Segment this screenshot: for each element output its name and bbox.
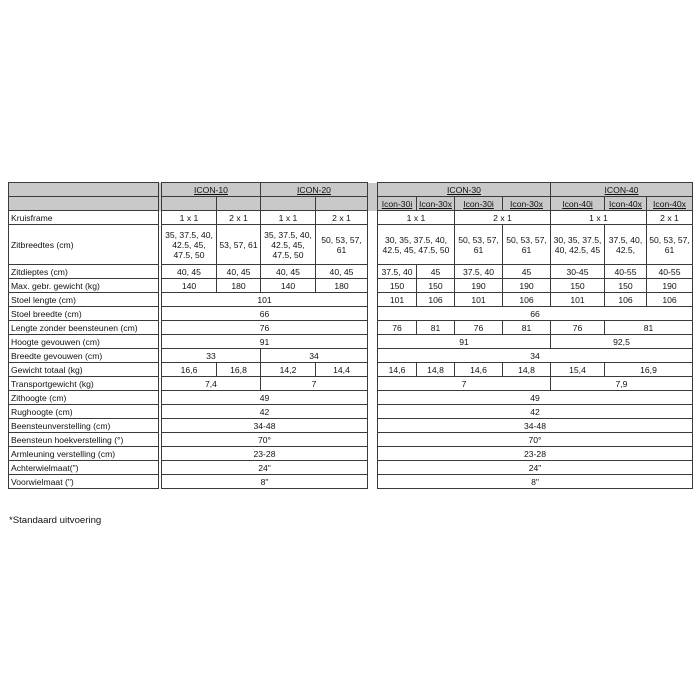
column-separator (368, 225, 378, 265)
model-label: Icon-30i (463, 198, 494, 209)
row-label: Beensteun hoekverstelling (°) (9, 433, 159, 447)
value-cell: 70° (378, 433, 693, 447)
value-cell: 76 (378, 321, 417, 335)
value-cell: 7 (378, 377, 551, 391)
row-stoel-breedte (9, 307, 693, 321)
value-cell: 8" (378, 475, 693, 489)
row-label: Stoel breedte (cm) (9, 307, 159, 321)
row-label: Max. gebr. gewicht (kg) (9, 279, 159, 293)
value-cell: 140 (261, 279, 316, 293)
column-separator (368, 433, 378, 447)
value-cell: 150 (378, 279, 417, 293)
row-rughoogte (9, 405, 693, 419)
value-cell: 49 (378, 391, 693, 405)
value-cell: 16,8 (217, 363, 261, 377)
spec-table (8, 182, 693, 489)
value-cell: 140 (162, 279, 217, 293)
column-separator (368, 377, 378, 391)
header-corner (9, 183, 159, 197)
model-cell (217, 197, 261, 211)
value-cell: 106 (503, 293, 551, 307)
value-cell: 23-28 (378, 447, 693, 461)
row-voorwielmaat (9, 475, 693, 489)
value-cell: 35, 37.5, 40, 42.5, 45, 47.5, 50 (261, 225, 316, 265)
column-separator (368, 183, 378, 197)
row-label: Zitbreedtes (cm) (9, 225, 159, 265)
row-label: Armleuning verstelling (cm) (9, 447, 159, 461)
model-cell (455, 197, 503, 211)
value-cell: 190 (503, 279, 551, 293)
row-beensteun-hoekverstelling (9, 433, 693, 447)
column-separator (368, 211, 378, 225)
value-cell: 81 (503, 321, 551, 335)
value-cell: 16,9 (605, 363, 693, 377)
value-cell: 14,6 (378, 363, 417, 377)
column-separator (368, 405, 378, 419)
row-beensteunverstelling (9, 419, 693, 433)
value-cell: 50, 53, 57, 61 (455, 225, 503, 265)
value-cell: 180 (316, 279, 368, 293)
column-separator (368, 335, 378, 349)
value-cell: 70° (162, 433, 368, 447)
value-cell: 180 (217, 279, 261, 293)
value-cell: 91 (162, 335, 368, 349)
column-separator (368, 391, 378, 405)
value-cell: 66 (162, 307, 368, 321)
value-cell: 190 (647, 279, 693, 293)
row-zitdieptes (9, 265, 693, 279)
column-separator (368, 447, 378, 461)
value-cell: 33 (162, 349, 261, 363)
column-separator (368, 419, 378, 433)
value-cell: 106 (417, 293, 455, 307)
group-header-icon40 (551, 183, 693, 197)
value-cell: 1 x 1 (261, 211, 316, 225)
value-cell: 7,4 (162, 377, 261, 391)
group-header-icon30 (378, 183, 551, 197)
model-cell (503, 197, 551, 211)
value-cell: 76 (162, 321, 368, 335)
value-cell: 66 (378, 307, 693, 321)
value-cell: 40, 45 (217, 265, 261, 279)
value-cell: 40, 45 (162, 265, 217, 279)
value-cell: 1 x 1 (378, 211, 455, 225)
spec-table-container (8, 182, 693, 489)
row-label: Achterwielmaat(") (9, 461, 159, 475)
value-cell: 2 x 1 (647, 211, 693, 225)
value-cell: 42 (162, 405, 368, 419)
model-cell (162, 197, 217, 211)
value-cell: 81 (605, 321, 693, 335)
value-cell: 106 (647, 293, 693, 307)
value-cell: 34-48 (378, 419, 693, 433)
column-separator (368, 461, 378, 475)
value-cell: 37.5, 40, 42.5, (605, 225, 647, 265)
group-header-icon20 (261, 183, 368, 197)
value-cell: 49 (162, 391, 368, 405)
value-cell: 24" (378, 461, 693, 475)
column-separator (368, 363, 378, 377)
value-cell: 81 (417, 321, 455, 335)
value-cell: 106 (605, 293, 647, 307)
value-cell: 92,5 (551, 335, 693, 349)
column-separator (368, 197, 378, 211)
value-cell: 50, 53, 57, 61 (316, 225, 368, 265)
header-row-models (9, 197, 693, 211)
value-cell: 53, 57, 61 (217, 225, 261, 265)
row-label: Hoogte gevouwen (cm) (9, 335, 159, 349)
model-label: Icon-30i (381, 198, 413, 209)
value-cell: 34 (378, 349, 693, 363)
row-breedte-gevouwen (9, 349, 693, 363)
row-label: Voorwielmaat (") (9, 475, 159, 489)
model-cell (551, 197, 605, 211)
column-separator (368, 321, 378, 335)
row-label: Zitdieptes (cm) (9, 265, 159, 279)
value-cell: 190 (455, 279, 503, 293)
row-lengte-zonder-beensteunen (9, 321, 693, 335)
row-label: Stoel lengte (cm) (9, 293, 159, 307)
value-cell: 40-55 (647, 265, 693, 279)
value-cell: 2 x 1 (455, 211, 551, 225)
value-cell: 37.5, 40 (378, 265, 417, 279)
value-cell: 14,4 (316, 363, 368, 377)
value-cell: 45 (503, 265, 551, 279)
value-cell: 45 (417, 265, 455, 279)
value-cell: 101 (455, 293, 503, 307)
value-cell: 23-28 (162, 447, 368, 461)
row-label: Lengte zonder beensteunen (cm) (9, 321, 159, 335)
value-cell: 30, 35, 37.5, 40, 42.5, 45, 47.5, 50 (378, 225, 455, 265)
value-cell: 24" (162, 461, 368, 475)
model-label: Icon-40x (653, 198, 686, 209)
value-cell: 30-45 (551, 265, 605, 279)
row-label: Beensteunverstelling (cm) (9, 419, 159, 433)
model-label: Icon-40i (562, 198, 593, 209)
model-cell (647, 197, 693, 211)
value-cell: 14,8 (503, 363, 551, 377)
group-label: ICON-10 (194, 184, 228, 195)
value-cell: 91 (378, 335, 551, 349)
header-row-groups (9, 183, 693, 197)
value-cell: 76 (551, 321, 605, 335)
column-separator (368, 265, 378, 279)
row-kruisframe (9, 211, 693, 225)
row-label: Rughoogte (cm) (9, 405, 159, 419)
value-cell: 101 (162, 293, 368, 307)
value-cell: 1 x 1 (162, 211, 217, 225)
footnote: *Standaard uitvoering (9, 515, 102, 526)
column-separator (368, 475, 378, 489)
value-cell: 34-48 (162, 419, 368, 433)
model-cell (316, 197, 368, 211)
model-cell (605, 197, 647, 211)
row-armleuning-verstelling (9, 447, 693, 461)
row-achterwielmaat (9, 461, 693, 475)
value-cell: 14,2 (261, 363, 316, 377)
value-cell: 2 x 1 (217, 211, 261, 225)
group-label: ICON-40 (604, 184, 639, 195)
row-label: Transportgewicht (kg) (9, 377, 159, 391)
value-cell: 7 (261, 377, 368, 391)
value-cell: 30, 35, 37.5, 40, 42.5, 45 (551, 225, 605, 265)
group-label: ICON-30 (447, 184, 481, 195)
value-cell: 42 (378, 405, 693, 419)
value-cell: 101 (378, 293, 417, 307)
value-cell: 76 (455, 321, 503, 335)
model-cell (417, 197, 455, 211)
model-label: Icon-30x (419, 198, 452, 209)
model-cell (378, 197, 417, 211)
value-cell: 14,8 (417, 363, 455, 377)
value-cell: 50, 53, 57, 61 (503, 225, 551, 265)
column-separator (368, 279, 378, 293)
row-label: Zithoogte (cm) (9, 391, 159, 405)
value-cell: 101 (551, 293, 605, 307)
value-cell: 40-55 (605, 265, 647, 279)
row-label: Breedte gevouwen (cm) (9, 349, 159, 363)
group-label: ICON-20 (297, 184, 331, 195)
header-corner (9, 197, 159, 211)
group-header-icon10 (162, 183, 261, 197)
row-gewicht-totaal (9, 363, 693, 377)
value-cell: 14,6 (455, 363, 503, 377)
value-cell: 37.5, 40 (455, 265, 503, 279)
value-cell: 150 (551, 279, 605, 293)
row-transportgewicht (9, 377, 693, 391)
row-zithoogte (9, 391, 693, 405)
value-cell: 150 (605, 279, 647, 293)
column-separator (368, 349, 378, 363)
value-cell: 50, 53, 57, 61 (647, 225, 693, 265)
value-cell: 7,9 (551, 377, 693, 391)
row-max-gewicht (9, 279, 693, 293)
model-cell (261, 197, 316, 211)
column-separator (368, 293, 378, 307)
value-cell: 16,6 (162, 363, 217, 377)
row-label: Kruisframe (9, 211, 159, 225)
row-stoel-lengte (9, 293, 693, 307)
row-hoogte-gevouwen (9, 335, 693, 349)
row-label: Gewicht totaal (kg) (9, 363, 159, 377)
value-cell: 15,4 (551, 363, 605, 377)
value-cell: 35, 37.5, 40, 42.5, 45, 47.5, 50 (162, 225, 217, 265)
value-cell: 34 (261, 349, 368, 363)
value-cell: 150 (417, 279, 455, 293)
row-zitbreedtes (9, 225, 693, 265)
column-separator (368, 307, 378, 321)
value-cell: 40, 45 (261, 265, 316, 279)
model-label: Icon-40x (609, 198, 642, 209)
value-cell: 8" (162, 475, 368, 489)
value-cell: 2 x 1 (316, 211, 368, 225)
value-cell: 1 x 1 (551, 211, 647, 225)
model-label: Icon-30x (510, 198, 543, 209)
value-cell: 40, 45 (316, 265, 368, 279)
